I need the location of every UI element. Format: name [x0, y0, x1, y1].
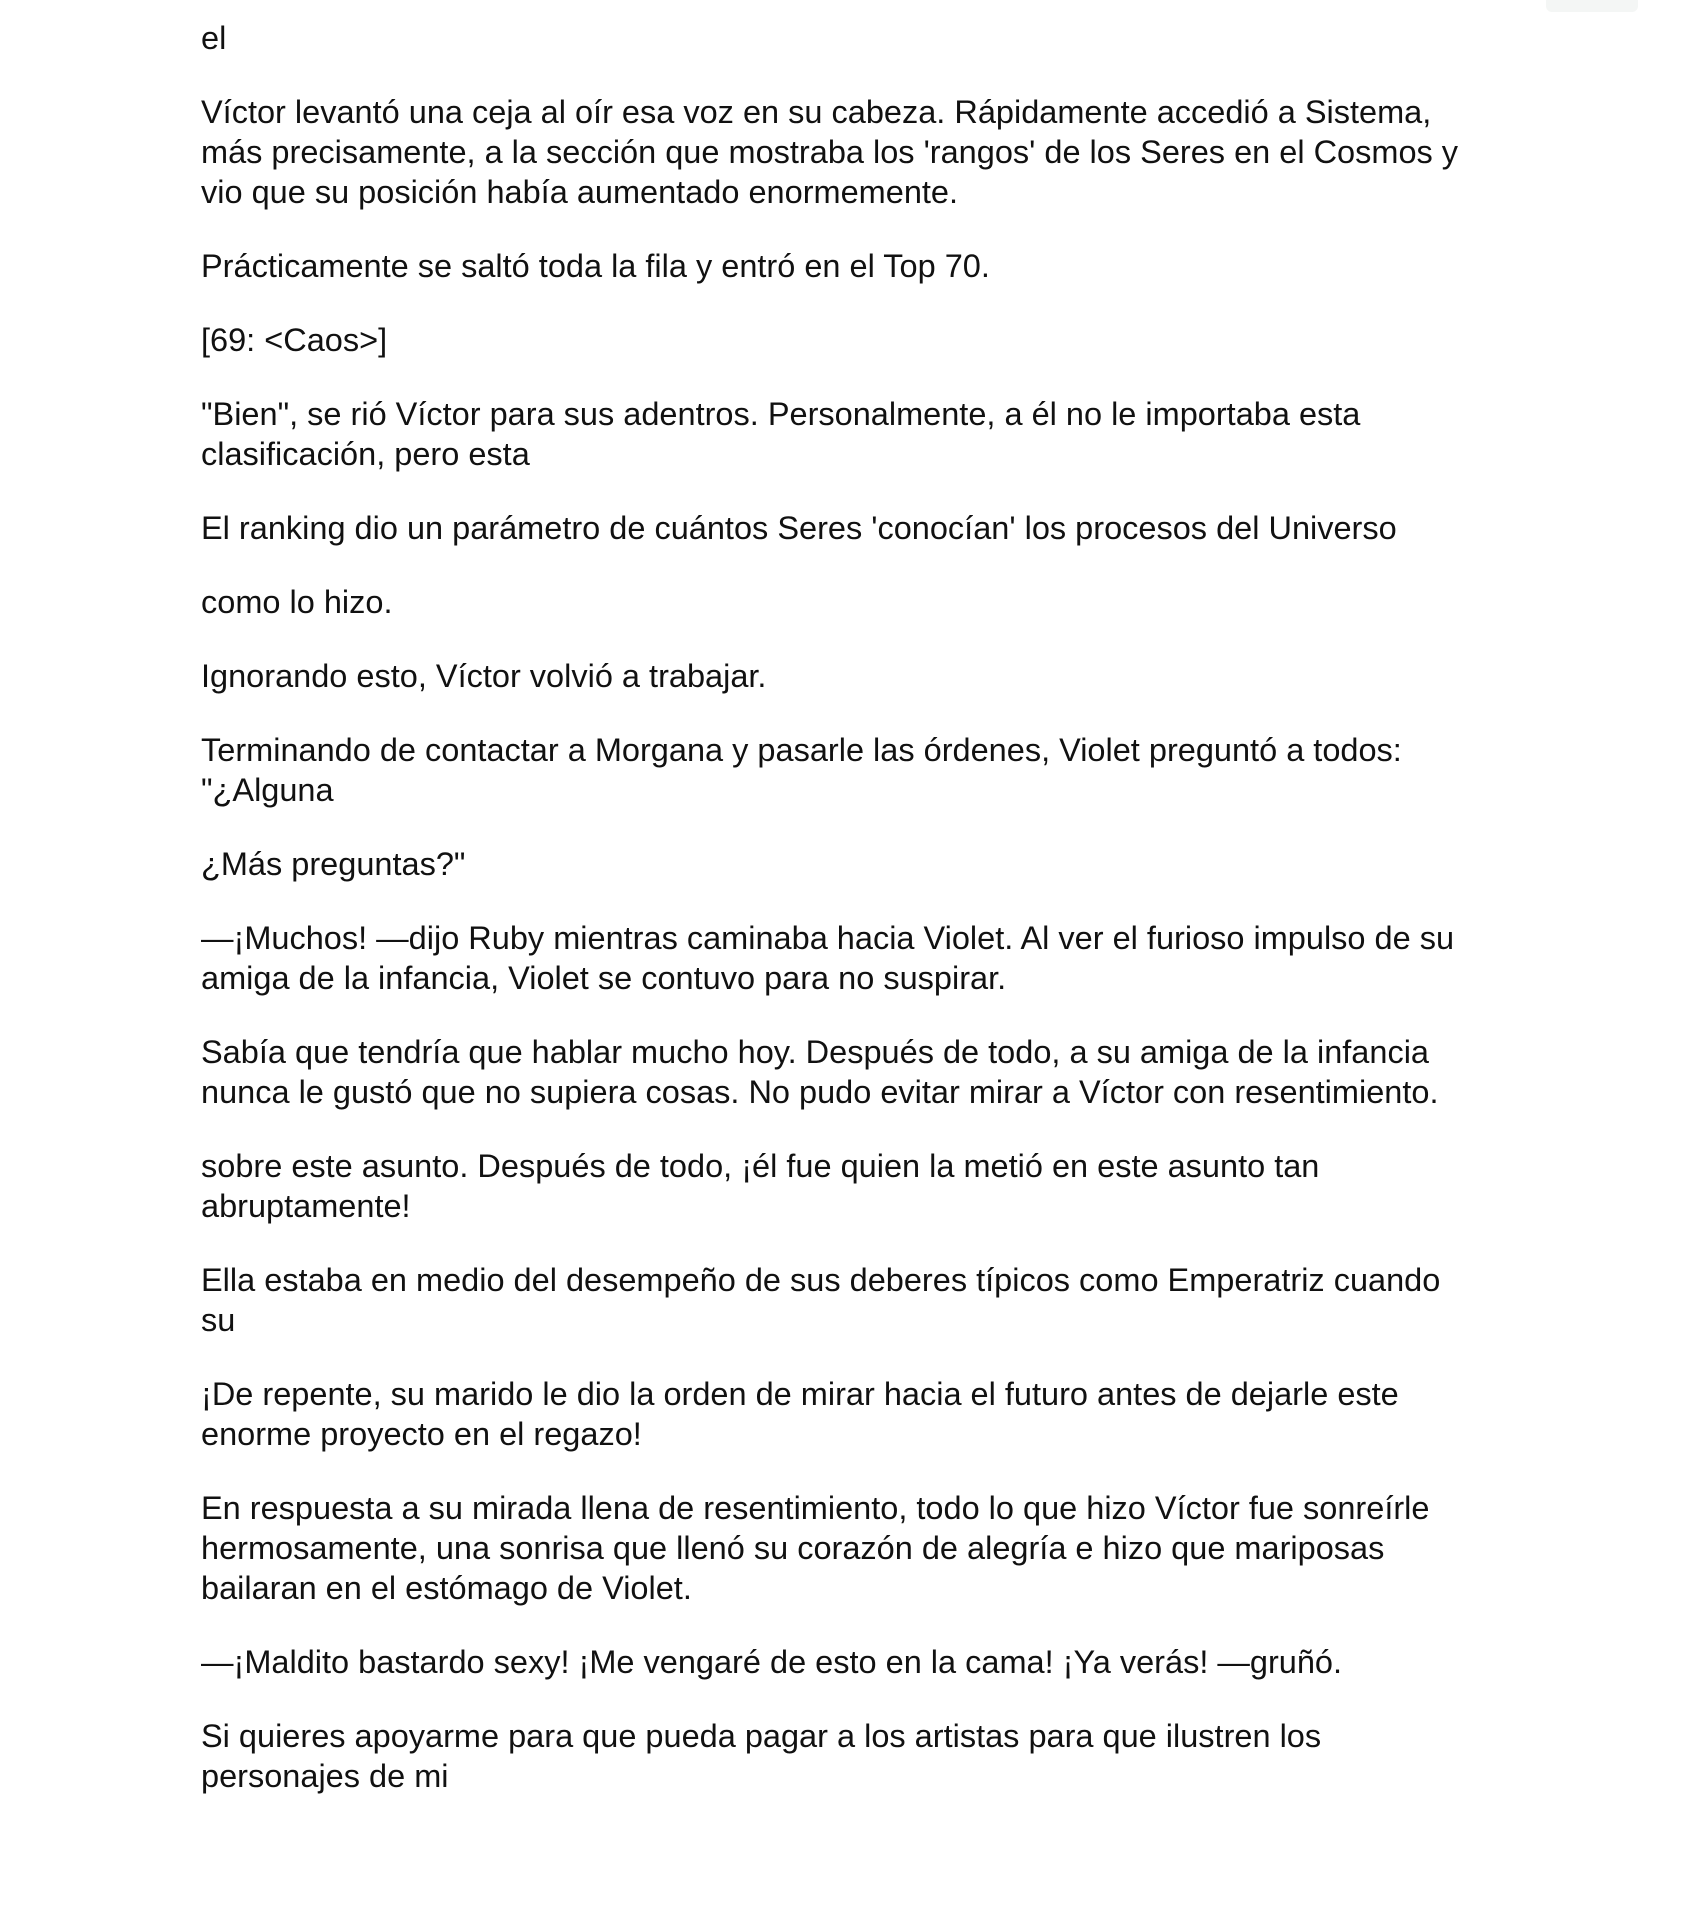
page-corner-mark	[1546, 0, 1638, 12]
paragraph: El ranking dio un parámetro de cuántos Seres 'conocían' los procesos del Universo	[201, 510, 1397, 546]
paragraph: como lo hizo.	[201, 584, 393, 620]
document-body	[201, 18, 1521, 1830]
paragraph: ¿Más preguntas?"	[201, 846, 466, 882]
paragraph: Terminando de contactar a Morgana y pasarle las órdenes, Violet preguntó a todos: "¿Alguna	[201, 732, 1402, 808]
paragraph: —¡Muchos! —dijo Ruby mientras caminaba hacia Violet. Al ver el furioso impulso de su amiga de la infancia, Violet se contuvo para no suspirar.	[201, 920, 1455, 996]
paragraph: Prácticamente se saltó toda la fila y entró en el Top 70.	[201, 248, 990, 284]
paragraph: Víctor levantó una ceja al oír esa voz en su cabeza. Rápidamente accedió a Sistema, más precisamente, a la sección que mostraba los 'rangos' de los Seres en el Cosmos y vio que su posición había aumentado enormemente.	[201, 94, 1459, 210]
paragraph: sobre este asunto. Después de todo, ¡él fue quien la metió en este asunto tan abruptamente!	[201, 1148, 1320, 1224]
paragraph: —¡Maldito bastardo sexy! ¡Me vengaré de esto en la cama! ¡Ya verás! —gruñó.	[201, 1644, 1343, 1680]
paragraph: el	[201, 20, 227, 56]
paragraph: Ignorando esto, Víctor volvió a trabajar.	[201, 658, 767, 694]
paragraph: ¡De repente, su marido le dio la orden de mirar hacia el futuro antes de dejarle este enorme proyecto en el regazo!	[201, 1376, 1399, 1452]
paragraph: En respuesta a su mirada llena de resentimiento, todo lo que hizo Víctor fue sonreírle hermosamente, una sonrisa que llenó su corazón de alegría e hizo que mariposas bailaran en el estómago de Violet.	[201, 1490, 1430, 1606]
paragraph: "Bien", se rió Víctor para sus adentros. Personalmente, a él no le importaba esta clasificación, pero esta	[201, 396, 1361, 472]
paragraph: [69: <Caos>]	[201, 322, 388, 358]
paragraph: Si quieres apoyarme para que pueda pagar a los artistas para que ilustren los personajes de mi	[201, 1718, 1322, 1794]
paragraph: Sabía que tendría que hablar mucho hoy. Después de todo, a su amiga de la infancia nunca le gustó que no supiera cosas. No pudo evitar mirar a Víctor con resentimiento.	[201, 1034, 1439, 1110]
paragraph: Ella estaba en medio del desempeño de sus deberes típicos como Emperatriz cuando su	[201, 1262, 1441, 1338]
